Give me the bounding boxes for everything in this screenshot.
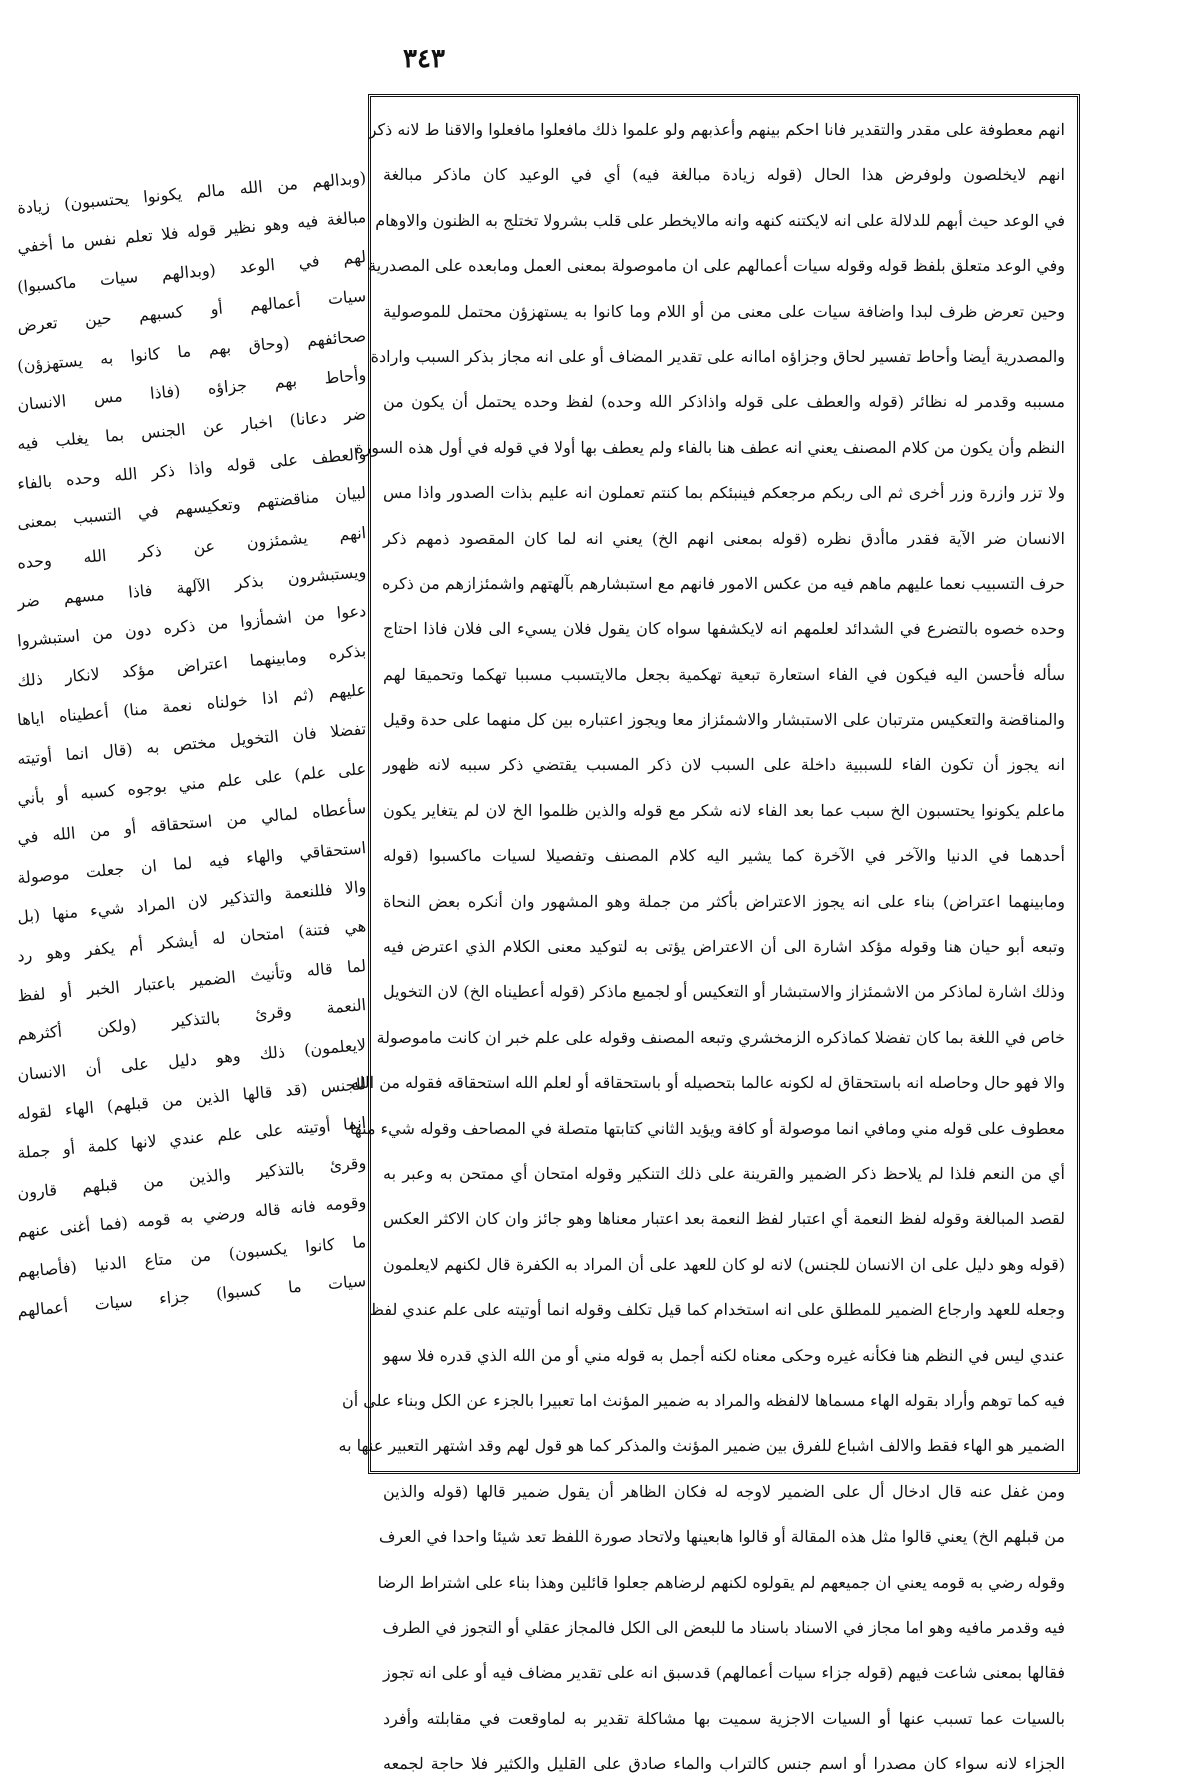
gloss-line: سيات ما كسبوا) جزاء سيات أعمالهم	[16, 1270, 367, 1321]
main-text-line: عندي ليس في النظم هنا فكأنه غيره وحكى معناه لكنه أجمل به قوله مني أو من الله الذي قدره فلا سهو	[383, 1345, 1065, 1365]
main-text-line: الجزاء لانه سواء كان مصدرا أو اسم جنس كالتراب والماء صادق على القليل والكثير فلا حاجة لجمعه	[383, 1754, 1065, 1774]
gloss-line: دعوا من اشمأزوا من ذكره دون من استبشروا	[16, 601, 367, 651]
gloss-line: النعمة وقرئ بالتذكير (ولكن أكثرهم	[16, 995, 367, 1045]
main-text-line: في الوعد حيث أبهم للدلالة على انه لايكتنه كنهه وانه مالايخطر على قلب بشرولا تختلج به الظنون والاوهام	[375, 210, 1065, 230]
main-text-line: والمصدرية أيضا وأحاط تفسير لحاق وجزاؤه اماانه على تقدير المضاف أو على انه مجاز بذكر السبب وارادة	[370, 346, 1065, 366]
main-text-line: بالسيات عما تسبب عنها أو السيات الاجزية سميت بها مشاكلة تقدير به لماوقعت في مقابلته وأفرد	[383, 1708, 1065, 1728]
main-text-line: لقصد المبالغة وقوله لفظ النعمة أي اعتبار لفظ النعمة بعد اعتبار معناها وهو جائز وان كان الاكثر العكس	[383, 1209, 1065, 1229]
gloss-line: ما كانوا يكسبون) من متاع الدنيا (فأصابهم	[16, 1231, 367, 1282]
main-text-line: انه يجوز أن تكون الفاء للسببية داخلة على السبب لان ذكر المسبب يقتضي ذكر سببه لانه ظهور	[383, 755, 1065, 775]
gloss-line: والا فللنعمة والتذكير لان المراد شيء منها (بل	[16, 877, 367, 927]
gloss-line: عليهم (ثم اذا خولناه نعمة منا) أعطيناه اياها	[16, 680, 367, 730]
main-text-line: فيه كما توهم وأراد بقوله الهاء مسماها لالفظه والمراد به ضمير المؤنث اما تعبيرا بالجزء عن الكل وبناء على أن	[341, 1390, 1065, 1410]
gloss-line: ويستبشرون بذكر الآلهة فاذا مسهم ضر	[16, 561, 367, 612]
gloss-line: استحقاقي والهاء فيه لما ان جعلت موصولة	[16, 837, 367, 888]
gloss-line: هي فتنة) امتحان له أيشكر أم يكفر وهو رد	[16, 916, 367, 966]
gloss-line: على علم) على علم مني بوجوه كسبه أو بأني	[16, 758, 367, 809]
gloss-line: للجنس (قد قالها الذين من قبلهم) الهاء لقوله	[16, 1074, 367, 1124]
gloss-line: (وبدالهم من الله مالم يكونوا يحتسبون) زيادة	[16, 168, 367, 218]
main-text-line: وقوله رضي به قومه يعني ان جميعهم لم يقولوه لكنهم لرضاهم جعلوا قائلين وهذا بناء على اشتراط الرضا	[377, 1572, 1065, 1592]
main-text-line: فيه وقدمر مافيه وهو اما مجاز في الاسناد باسناد ما للبعض الى الكل فالمجاز عقلي أو التجوز في الطرف	[382, 1617, 1065, 1637]
gloss-line: وأحاط بهم جزاؤه (فاذا مس الانسان	[16, 364, 367, 415]
gloss-line: سأعطاه لمالي من استحقاقه أو من الله في	[16, 798, 367, 848]
main-text-line: ولا تزر وازرة وزر أخرى ثم الى ربكم مرجعكم فينبئكم بما كنتم تعملون انه عليم بذات الصدور واذا مس	[383, 483, 1065, 503]
main-text-line: والا فهو حال وحاصله انه باستحقاق له لكونه عالما بتحصيله أو باستحقاقه أو لعلم الله استحقاقه فقوله من الله	[350, 1073, 1065, 1093]
main-text-line: انهم لايخلصون ولوفرض هذا الحال (قوله زيادة مبالغة فيه) أي في الوعيد كان ماذكر مبالغة	[383, 165, 1065, 185]
gloss-line: وقرئ بالتذكير والذين من قبلهم قارون	[16, 1152, 367, 1203]
main-text-line: معطوف على قوله مني ومافي انما موصولة أو كافة ويؤيد الثاني كتابتها متصلة في المصاحف وقوله شيء منها	[349, 1118, 1065, 1138]
main-text-line: أحدهما في الدنيا والآخر في الآخرة كما يشير اليه كلام المصنف وتفصيلا لسيات ماكسبوا (قوله	[383, 846, 1065, 866]
main-text-frame	[338, 94, 1080, 1774]
gloss-line: لبيان مناقضتهم وتعكيسهم في التسبب بمعنى	[16, 483, 367, 533]
gloss-line: لايعلمون) ذلك وهو دليل على أن الانسان	[16, 1034, 367, 1085]
page-number: ٣٤٣	[403, 44, 445, 74]
main-text-body	[338, 107, 1066, 1786]
main-text-line: ومابينهما اعتراض) بناء على انه يجوز الاعتراض بأكثر من جملة وهو المشهور وان أنكره بعض النحاة	[383, 891, 1065, 911]
main-text-line: فقالها بمعنى شاعت فيهم (قوله جزاء سيات أعمالهم) قدسبق انه على تقدير مضاف فيه أو على انه تجوز	[383, 1663, 1065, 1683]
gloss-line: ضر دعانا) اخبار عن الجنس بما يغلب فيه	[16, 404, 367, 454]
gloss-line: والعطف على قوله واذا ذكر الله وحده بالفاء	[16, 443, 367, 494]
main-text-line: وحده خصوه بالتضرع في الشدائد لعلمهم انه لايكشفها سواه كان يقول فلان يسيء الى فلان فاذا احتاج	[383, 619, 1065, 639]
gloss-line: مبالغة فيه وهو نظير قوله فلا تعلم نفس ما أخفي	[16, 207, 367, 257]
main-text-line: ماعلم يكونوا يحتسبون الخ سبب عما بعد الفاء لانه شكر مع قوله والذين ظلموا الخ لان لم يتغاير يكون	[383, 800, 1065, 820]
main-text-line: وذلك اشارة لماذكر من الاشمئزاز والاستبشار أو التعكيس أو لجميع ماذكر (قوله أعطيناه الخ) لان التخويل	[383, 982, 1065, 1002]
main-text-line: خاص في اللغة بما كان تفضلا كماذكره الزمخشري وتبعه المصنف وقوله على علم خبر ان كانت ماموصولة	[376, 1027, 1065, 1047]
gloss-line: انهم يشمئزون عن ذكر الله وحده	[16, 522, 367, 572]
main-text-line: وحين تعرض ظرف لبدا واضافة سيات على معنى من أو اللام وما كانوا به يستهزؤن محتمل للموصولية	[383, 301, 1065, 321]
main-text-line: ومن غفل عنه قال ادخال أل على الضمير لاوجه له فكان الظاهر أن يقول ضمير قالها (قوله والذين	[383, 1481, 1065, 1501]
main-text-line: من قبلهم الخ) يعني قالوا مثل هذه المقالة أو قالوا هابعينها ولاتحاد صورة اللفظ تعد شيئا واحدا في العرف	[378, 1527, 1065, 1547]
main-text-line: (قوله وهو دليل على ان الانسان للجنس) لانه لو كان للعهد على أن المراد به الكفرة قال لكنهم لايعلمون	[383, 1254, 1066, 1274]
main-text-line: انهم معطوفة على مقدر والتقدير فانا احكم بينهم وأعذبهم ولو علموا ذلك مافعلوا مافعلوا والاقنا ط لانه ذكر	[368, 120, 1065, 139]
gloss-line: صحائفهم (وحاق بهم ما كانوا به يستهزؤن)	[16, 325, 367, 376]
main-text-line: وتبعه أبو حيان هنا وقوله مؤكد اشارة الى أن الاعتراض يؤتى به لتوكيد معنى الكلام الذي اعترض فيه	[383, 937, 1065, 957]
main-text-line: أي من النعم فلذا لم يلاحظ ذكر الضمير والقرينة على ذلك التنكير وقوله امتحان أي ممتحن به وعبر به	[383, 1163, 1066, 1183]
gloss-line: انما أوتيته على علم عندي لانها كلمة أو جملة	[16, 1113, 367, 1163]
main-text-line: وفي الوعد متعلق بلفظ قوله وقوله سيات أعمالهم على ان ماموصولة بمعنى العمل ومابعده على المصدرية	[368, 256, 1065, 276]
gloss-line: لهم في الوعد (وبدالهم سيات ماكسبوا)	[16, 246, 367, 297]
main-text-line: حرف التسبيب نعما عليهم ماهم فيه من عكس الامور فانهم مع استبشارهم بآلهتهم واشمئزازهم من ذكره	[381, 573, 1065, 593]
main-text-line: مسببه وقدمر له نظائر (قوله والعطف على قوله واذاذكر الله وحده) لفظ وحده يحتمل أن يكون من	[383, 392, 1065, 412]
gloss-line: تفضلا فان التخويل مختص به (قال انما أوتيته	[16, 719, 367, 769]
margin-gloss	[16, 158, 366, 1388]
gloss-line: وقومه فانه قاله ورضي به قومه (فما أغنى عنهم	[16, 1192, 367, 1242]
gloss-line: بذكره ومابينهما اعتراض مؤكد لانكار ذلك	[16, 640, 367, 691]
main-text-line: سأله فأحسن اليه فيكون في الفاء استعارة تبعية تهكمية بجعل مالايتسبب مسببا تهكما وتحميقا لهم	[383, 664, 1065, 684]
main-text-line: الضمير هو الهاء فقط والالف اشباع للفرق بين ضمير المؤنث والمذكر كما هو قول لهم وقد اشتهر التعبير عنها به	[338, 1436, 1065, 1456]
main-text-line: النظم وأن يكون من كلام المصنف يعني انه عطف هنا بالفاء ولم يعطف بها أولا في قوله في أول هذه السورة	[355, 437, 1065, 457]
gloss-line: سيات أعمالهم أو كسبهم حين تعرض	[16, 286, 367, 336]
main-text-line: والمناقضة والتعكيس مترتبان على الاستبشار والاشمئزاز معا ويجوز اعتباره بين كل منهما على حدة وقيل	[383, 710, 1066, 730]
main-text-line: الانسان ضر الآية فقدر ماأدق نظره (قوله بمعنى انهم الخ) يعني انه لما كان المقصود ذمهم ذكر	[383, 528, 1065, 548]
gloss-line: لما قاله وتأنيث الضمير باعتبار الخبر أو لفظ	[16, 955, 367, 1006]
main-text-line: وجعله للعهد وارجاع الضمير للمطلق على انه استخدام كما قيل تكلف وقوله انما أوتيته على علم عندي لفظ	[369, 1300, 1065, 1320]
